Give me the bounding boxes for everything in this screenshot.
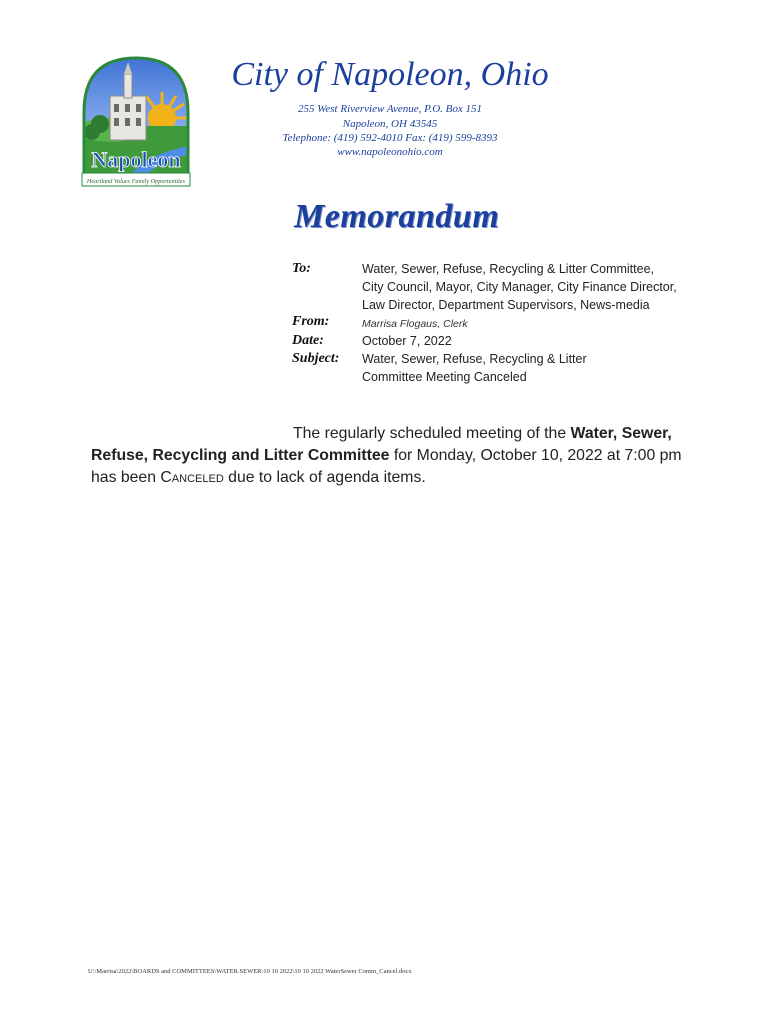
date-label: Date: [292,333,324,348]
phone-fax: Telephone: (419) 592-4010 Fax: (419) 599-8393 [282,132,498,144]
body-text: has been [91,469,161,486]
body-line [91,467,691,489]
subject-value [362,350,587,386]
to-line: City Council, Mayor, City Manager, City Finance Director, [362,280,677,294]
subject-line: Water, Sewer, Refuse, Recycling & Litter [362,352,587,366]
body-line [91,423,691,445]
date-value: October 7, 2022 [362,334,452,348]
website: www.napoleonohio.com [337,146,443,158]
committee-name: Refuse, Recycling and Litter Committee [91,447,390,464]
to-line: Law Director, Department Supervisors, News-media [362,298,650,312]
memo-title: Memorandum [294,198,500,235]
subject-line: Committee Meeting Canceled [362,370,527,384]
body-text: due to lack of agenda items. [223,469,426,486]
org-name: City of Napoleon, Ohio [231,56,549,93]
to-recipients [362,260,677,314]
logo-tagline: Heartland Values Family Opportunities [86,178,186,185]
from-label: From: [292,314,330,329]
address-street: 255 West Riverview Avenue, P.O. Box 151 [297,103,482,115]
canceled-word: Canceled [160,469,224,486]
committee-name: Water, Sewer, [570,425,672,442]
body-text: for Monday, October 10, 2022 at 7:00 pm [389,447,682,464]
file-path-footer: U:\Marrisa\2022\BOARDS and COMMITTEES\WATER.SEWER\10 10 2022\10 10 2022 WaterSewer Comm_Cancel.docx [88,968,412,975]
city-logo [80,54,192,188]
address-city: Napoleon, OH 43545 [342,118,438,130]
to-label: To: [292,261,311,276]
from-value: Marrisa Flogaus, Clerk [362,318,468,330]
memo-body [91,423,691,489]
to-line: Water, Sewer, Refuse, Recycling & Litter Committee, [362,262,655,276]
body-line [91,445,691,467]
body-text: The regularly scheduled meeting of the [293,425,571,442]
subject-label: Subject: [292,351,340,366]
logo-wordmark: Napoleon [91,147,181,172]
